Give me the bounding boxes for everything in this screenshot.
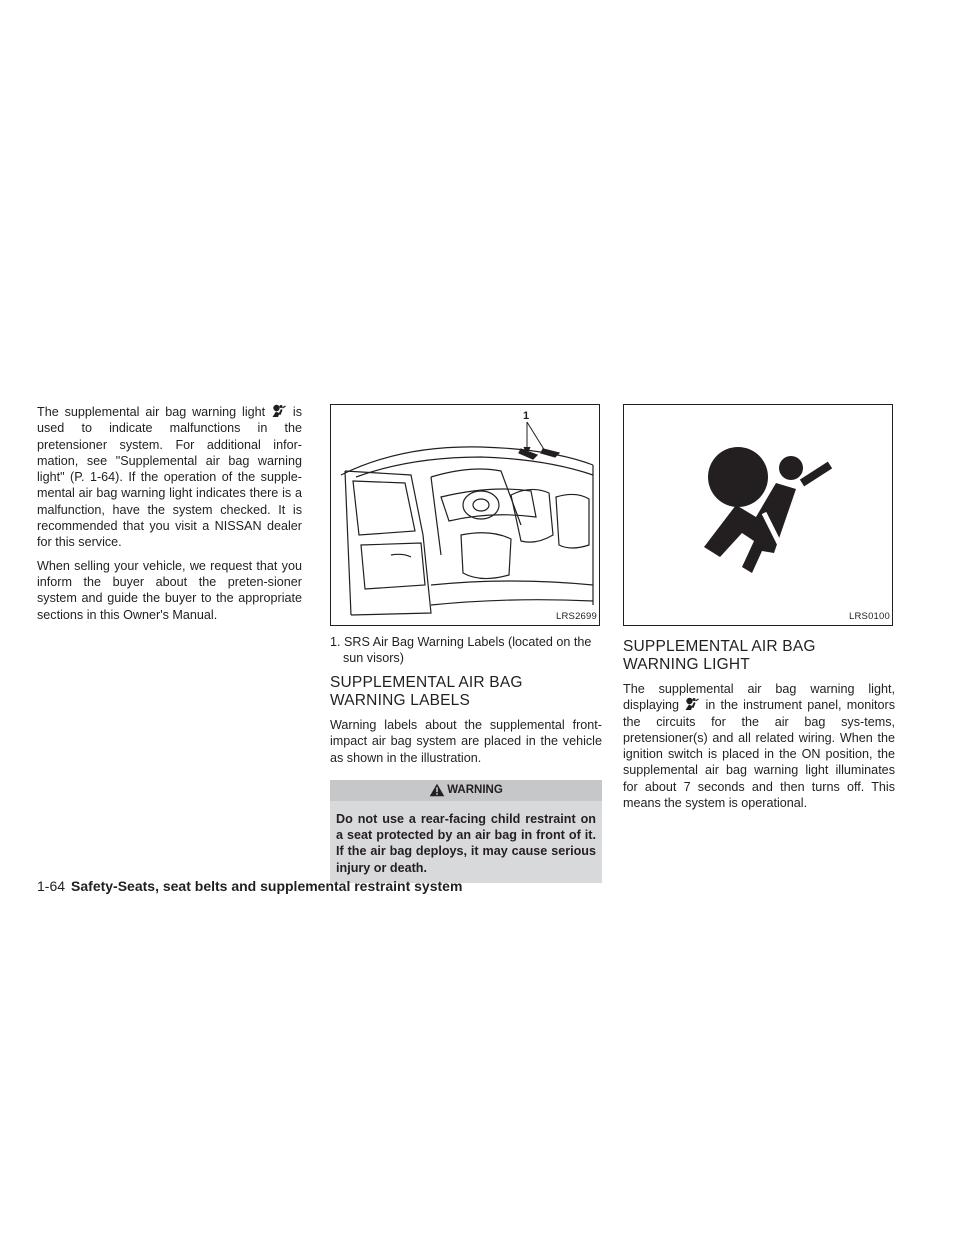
page-footer <box>37 878 462 894</box>
figure-code: LRS0100 <box>848 610 890 622</box>
section-heading-light: SUPPLEMENTAL AIR BAG WARNING LIGHT <box>623 638 816 673</box>
figure-code: LRS2699 <box>555 610 597 622</box>
column-middle <box>330 404 602 883</box>
warning-text: Do not use a rear-facing child restraint on a seat protected by an air bag in front of it. If the air bag deploys, it may cause serious injury or death. <box>330 801 602 883</box>
paragraph-text-end: is used to indicate malfunctions in the pretensioner system. For additional infor-mation, see "Supplemental air bag warning light" (P. 1-64). If the operation of the supple-mental air bag warning light indicates there is a malfunction, have the system checked. It is recommended that you visit a NISSAN dealer for this service. <box>37 405 303 550</box>
vehicle-interior-illustration <box>331 405 599 625</box>
paragraph-labels: Warning labels about the supplemental front-impact air bag system are placed in the vehicle as shown in the illustration. <box>330 718 602 765</box>
figure-vehicle-interior <box>330 404 600 626</box>
figure-caption: 1. SRS Air Bag Warning Labels (located on the sun visors) <box>330 635 592 665</box>
callout-number: 1 <box>523 410 530 422</box>
column-left <box>37 404 302 630</box>
airbag-warning-icon <box>271 404 287 418</box>
paragraph-text-start: The supplemental air bag warning light <box>37 405 266 419</box>
warning-header <box>330 780 602 801</box>
section-title: Safety-Seats, seat belts and supplemental restraint system <box>71 878 463 894</box>
airbag-warning-light-illustration <box>624 405 892 625</box>
paragraph-selling: When selling your vehicle, we request that you inform the buyer about the preten-sioner system and guide the buyer to the appropriate sections in this Owner's Manual. <box>37 558 302 622</box>
airbag-warning-icon <box>684 697 700 711</box>
paragraph-light <box>623 681 895 811</box>
figure-airbag-light <box>623 404 893 626</box>
paragraph-pretensioner <box>37 404 302 551</box>
warning-box <box>330 780 602 883</box>
warning-triangle-icon <box>429 783 445 797</box>
paragraph-text-start: The supplemental air bag warning light, displaying <box>623 682 895 713</box>
column-right <box>623 404 895 818</box>
page-number: 1-64 <box>37 878 66 894</box>
section-heading-labels: SUPPLEMENTAL AIR BAG WARNING LABELS <box>330 674 523 709</box>
warning-title: WARNING <box>447 784 503 797</box>
paragraph-text-end: in the instrument panel, monitors the circuits for the air bag sys-tems, pretensioner(s) and all related wiring. When the ignition switch is placed in the ON position, the supplemental air bag warning light illuminates for about 7 seconds and then turns off. This means the system is operational. <box>623 698 896 811</box>
